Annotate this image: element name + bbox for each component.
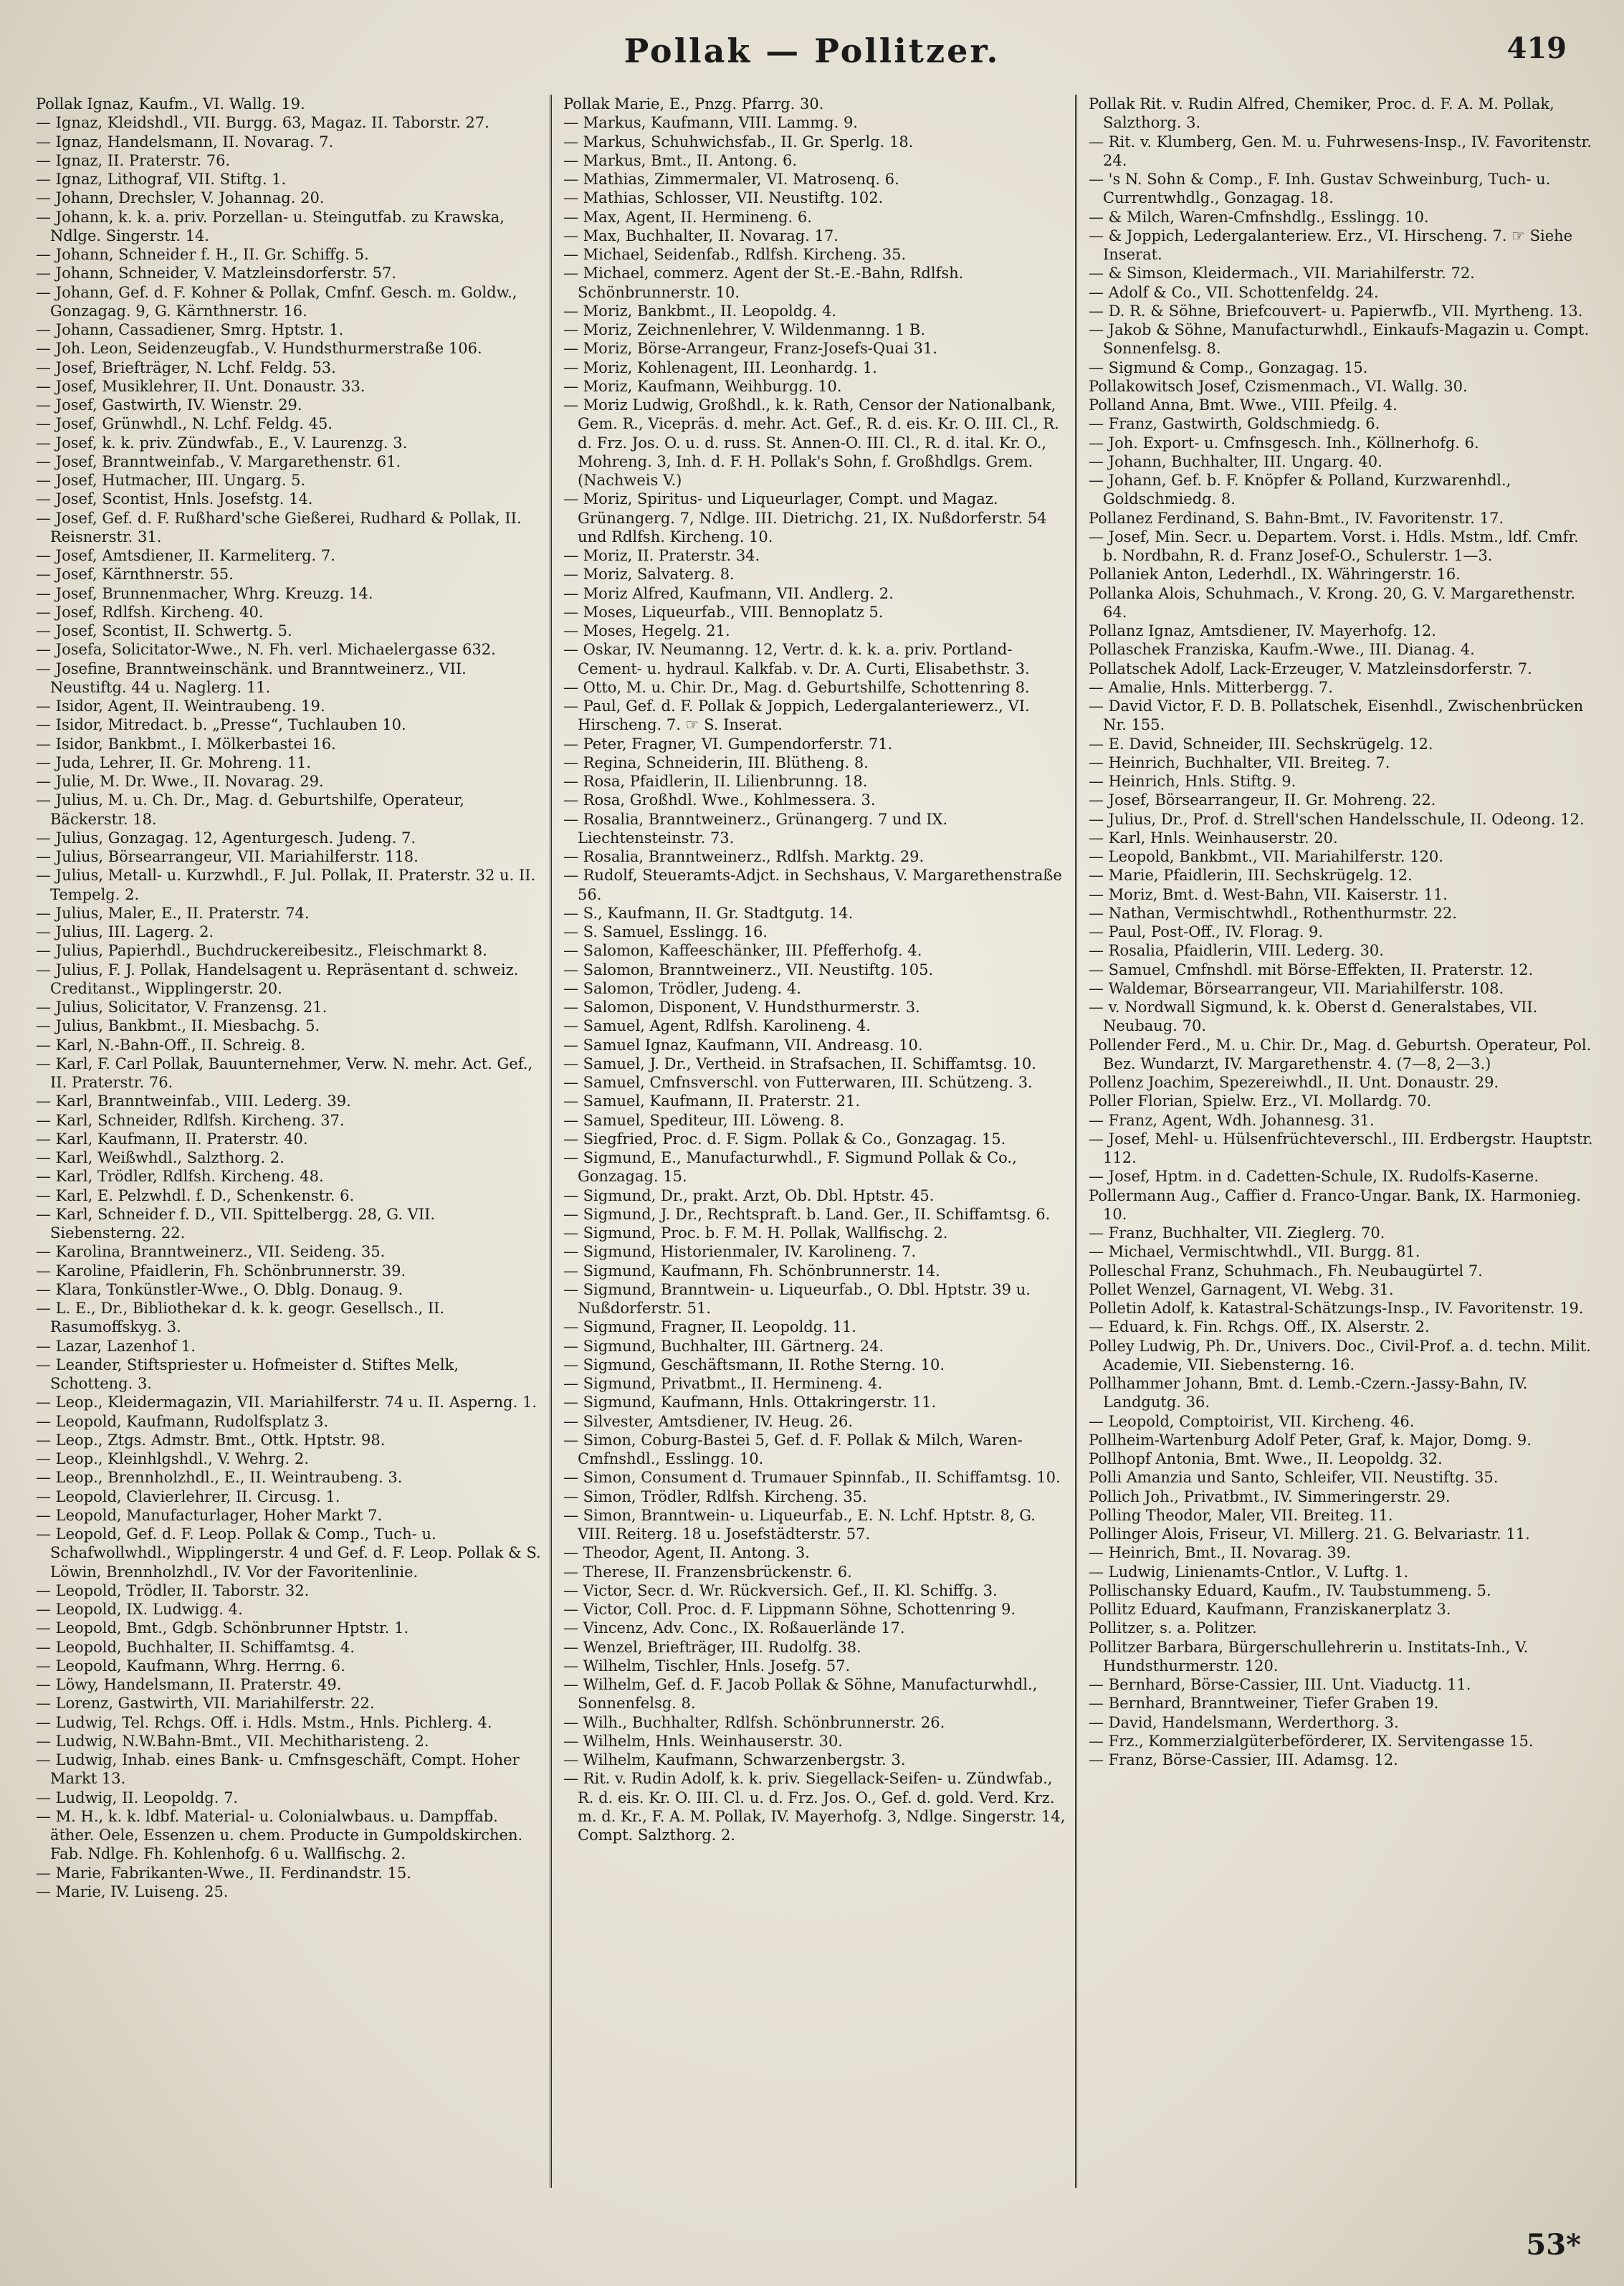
- directory-entry: — Juda, Lehrer, II. Gr. Mohreng. 11.: [36, 753, 312, 771]
- directory-entry: — Heinrich, Buchhalter, VII. Breiteg. 7.: [1089, 753, 1390, 771]
- directory-entry: — Julius, Metall- u. Kurzwhdl., F. Jul. Pollak, II. Praterstr. 32 u. II. Tempelg. 2.: [36, 867, 536, 903]
- directory-entry: — Josef, Musiklehrer, II. Unt. Donaustr. 33.: [36, 377, 366, 395]
- directory-entry: — Sigmund, Fragner, II. Leopoldg. 11.: [563, 1318, 856, 1336]
- directory-entry: — Oskar, IV. Neumanng. 12, Vertr. d. k. k. a. priv. Portland-Cement- u. hydraul. Kalkfab. v. Dr. A. Curti, Elisabethstr. 3.: [563, 641, 1030, 677]
- directory-entry: — Sigmund, J. Dr., Rechtspraft. b. Land. Ger., II. Schiffamtsg. 6.: [563, 1205, 1051, 1223]
- directory-entry: — Josef, Branntweinfab., V. Margarethenstr. 61.: [36, 452, 401, 470]
- directory-entry: Pollaniek Anton, Lederhdl., IX. Währingerstr. 16.: [1089, 566, 1461, 584]
- directory-entry: Pollitzer Barbara, Bürgerschullehrerin u. Institats-Inh., V. Hundsthurmerstr. 120.: [1089, 1638, 1529, 1675]
- directory-entry: — D. R. & Söhne, Briefcouvert- u. Papierwfb., VII. Myrtheng. 13.: [1089, 302, 1583, 320]
- directory-entry: — Moriz, Kohlenagent, III. Leonhardg. 1.: [563, 358, 877, 376]
- directory-entry: — Samuel, Kaufmann, II. Praterstr. 21.: [563, 1092, 861, 1110]
- directory-entry: — Josef, Briefträger, N. Lchf. Feldg. 53.: [36, 358, 336, 376]
- directory-entry: — Rudolf, Steueramts-Adjct. in Sechshaus, V. Margarethenstraße 56.: [563, 867, 1062, 903]
- directory-entry: — Isidor, Bankbmt., I. Mölkerbastei 16.: [36, 735, 336, 753]
- page-header: [43, 32, 1581, 82]
- directory-entry: — Regina, Schneiderin, III. Blütheng. 8.: [563, 753, 869, 771]
- directory-entry: — David Victor, F. D. B. Pollatschek, Eisenhdl., Zwischenbrücken Nr. 155.: [1089, 697, 1584, 734]
- directory-entry: — Julie, M. Dr. Wwe., II. Novarag. 29.: [36, 773, 324, 790]
- directory-entry: — Victor, Coll. Proc. d. F. Lippmann Söhne, Schottenring 9.: [563, 1601, 1016, 1618]
- directory-entry: — Wilhelm, Tischler, Hnls. Josefg. 57.: [563, 1657, 851, 1675]
- directory-entry: — Josef, Börsearrangeur, II. Gr. Mohreng. 22.: [1089, 791, 1436, 809]
- directory-entry: — Michael, Vermischtwhdl., VII. Burgg. 81.: [1089, 1243, 1420, 1261]
- directory-entry: — Moriz Alfred, Kaufmann, VII. Andlerg. 2.: [563, 584, 894, 602]
- directory-entry: — S., Kaufmann, II. Gr. Stadtgutg. 14.: [563, 904, 854, 922]
- directory-entry: — Leopold, Comptoirist, VII. Kircheng. 46.: [1089, 1412, 1415, 1430]
- directory-entry: — Moriz, Zeichnenlehrer, V. Wildenmanng. 1 B.: [563, 321, 926, 338]
- directory-entry: — Karl, Weißwhdl., Salzthorg. 2.: [36, 1149, 285, 1166]
- directory-entry: — Karolina, Branntweinerz., VII. Seideng. 35.: [36, 1243, 386, 1261]
- directory-entry: — Wilhelm, Kaufmann, Schwarzenbergstr. 3.: [563, 1751, 906, 1768]
- directory-entry: — Josef, Hptm. in d. Cadetten-Schule, IX. Rudolfs-Kaserne.: [1089, 1168, 1539, 1186]
- directory-entry: — Adolf & Co., VII. Schottenfeldg. 24.: [1089, 283, 1379, 301]
- directory-entry: — Bernhard, Branntweiner, Tiefer Graben 19.: [1089, 1695, 1439, 1713]
- directory-columns: [24, 95, 1601, 2188]
- directory-entry: — Sigmund, Kaufmann, Fh. Schönbrunnerstr. 14.: [563, 1262, 940, 1280]
- directory-entry: — Julius, Gonzagag. 12, Agenturgesch. Judeng. 7.: [36, 829, 416, 847]
- directory-entry: — Josef, k. k. priv. Zündwfab., E., V. Laurenzg. 3.: [36, 434, 408, 452]
- directory-entry: — Mathias, Schlosser, VII. Neustiftg. 102.: [563, 189, 884, 207]
- directory-entry: — & Simson, Kleidermach., VII. Mariahilferstr. 72.: [1089, 265, 1475, 282]
- directory-entry: — Heinrich, Bmt., II. Novarag. 39.: [1089, 1544, 1351, 1562]
- directory-entry: — Karl, Kaufmann, II. Praterstr. 40.: [36, 1130, 308, 1148]
- directory-entry: — Markus, Bmt., II. Antong. 6.: [563, 151, 797, 169]
- directory-entry: — Josef, Kärnthnerstr. 55.: [36, 566, 234, 584]
- directory-entry: — Josef, Gastwirth, IV. Wienstr. 29.: [36, 396, 302, 414]
- directory-entry: Polletin Adolf, k. Katastral-Schätzungs-Insp., IV. Favoritenstr. 19.: [1089, 1300, 1584, 1317]
- directory-entry: — Joh. Export- u. Cmfnsgesch. Inh., Köllnerhofg. 6.: [1089, 434, 1479, 452]
- directory-entry: Pollanka Alois, Schuhmach., V. Krong. 20, G. V. Margarethenstr. 64.: [1089, 584, 1576, 621]
- directory-entry: — Johann, Buchhalter, III. Ungarg. 40.: [1089, 452, 1382, 470]
- directory-entry: Pollheim-Wartenburg Adolf Peter, Graf, k. Major, Domg. 9.: [1089, 1431, 1532, 1449]
- directory-entry: — Moriz, Bankbmt., II. Leopoldg. 4.: [563, 302, 837, 320]
- directory-entry: — Sigmund, Geschäftsmann, II. Rothe Sterng. 10.: [563, 1356, 945, 1373]
- page-number: 419: [1506, 32, 1567, 65]
- directory-entry: — Julius, Dr., Prof. d. Strell'schen Handelsschule, II. Odeong. 12.: [1089, 810, 1585, 828]
- directory-entry: Pollatschek Adolf, Lack-Erzeuger, V. Matzleinsdorferstr. 7.: [1089, 659, 1532, 677]
- directory-entry: — Franz, Gastwirth, Goldschmiedg. 6.: [1089, 415, 1380, 433]
- directory-entry: — Leopold, Gef. d. F. Leop. Pollak & Comp., Tuch- u. Schafwollwhdl., Wipplingerstr. 4 und Gef. d. F. Leop. Pollak & S. Löwin, Brennholzhdl., IV. Vor der Favoritenlinie.: [36, 1525, 541, 1581]
- directory-entry: — Ignaz, Lithograf, VII. Stiftg. 1.: [36, 171, 287, 188]
- directory-entry: — Josef, Gef. d. F. Rußhard'sche Gießerei, Rudhard & Pollak, II. Reisnerstr. 31.: [36, 509, 522, 546]
- directory-entry: — Josef, Scontist, Hnls. Josefstg. 14.: [36, 490, 313, 508]
- directory-entry: — Therese, II. Franzensbrückenstr. 6.: [563, 1563, 852, 1581]
- directory-entry: — Ludwig, N.W.Bahn-Bmt., VII. Mechitharisteng. 2.: [36, 1732, 429, 1750]
- directory-entry: — Peter, Fragner, VI. Gumpendorferstr. 71.: [563, 735, 893, 753]
- directory-entry: — Leopold, Kaufmann, Rudolfsplatz 3.: [36, 1412, 329, 1430]
- directory-entry: — Leopold, Manufacturlager, Hoher Markt 7.: [36, 1506, 383, 1524]
- directory-entry: — Amalie, Hnls. Mitterbergg. 7.: [1089, 678, 1333, 696]
- directory-entry: — Leopold, Trödler, II. Taborstr. 32.: [36, 1581, 310, 1599]
- directory-entry: — Salomon, Kaffeeschänker, III. Pfefferhofg. 4.: [563, 942, 922, 960]
- directory-entry: — Wenzel, Briefträger, III. Rudolfg. 38.: [563, 1638, 861, 1656]
- directory-entry: — Rosa, Pfaidlerin, II. Lilienbrunng. 18.: [563, 773, 868, 790]
- column-left: [24, 95, 550, 2188]
- directory-entry: — Nathan, Vermischtwhdl., Rothenthurmstr. 22.: [1089, 904, 1457, 922]
- directory-entry: Pollender Ferd., M. u. Chir. Dr., Mag. d. Geburtsh. Operateur, Pol. Bez. Wundarzt, IV. Margarethenstr. 4. (7—8, 2—3.): [1089, 1036, 1592, 1072]
- directory-entry: — Leopold, IX. Ludwigg. 4.: [36, 1601, 243, 1618]
- directory-entry: — Karl, F. Carl Pollak, Bauunternehmer, Verw. N. mehr. Act. Gef., II. Praterstr. 76.: [36, 1054, 533, 1091]
- directory-entry: — Moriz Ludwig, Großhdl., k. k. Rath, Censor der Nationalbank, Gem. R., Vicepräs. d. mehr. Act. Gef., R. d. eis. Kr. O. III. Cl., R. d. Frz. Jos. O. u. d. russ. St. Annen-O. III. Cl., R. d. ital. Kr. O., Mohreng. 3, Inh. d. F. H. Pollak's Sohn, f. Großhdlgs. Grem. (Nachweis V.): [563, 396, 1059, 489]
- directory-entry: — Samuel, Agent, Rdlfsh. Karolineng. 4.: [563, 1017, 871, 1035]
- directory-entry: — Josefine, Branntweinschänk. und Branntweinerz., VII. Neustiftg. 44 u. Naglerg. 11.: [36, 659, 467, 696]
- directory-entry: Pollak Rit. v. Rudin Alfred, Chemiker, Proc. d. F. A. M. Pollak, Salzthorg. 3.: [1089, 95, 1554, 132]
- directory-entry: — S. Samuel, Esslingg. 16.: [563, 923, 768, 940]
- directory-entry: — Samuel, Cmfnsverschl. von Futterwaren, III. Schützeng. 3.: [563, 1074, 1033, 1091]
- directory-entry: — Leop., Kleidermagazin, VII. Mariahilferstr. 74 u. II. Asperng. 1.: [36, 1394, 537, 1411]
- directory-entry: — Max, Buchhalter, II. Novarag. 17.: [563, 227, 839, 244]
- directory-entry: — Josef, Brunnenmacher, Whrg. Kreuzg. 14.: [36, 584, 373, 602]
- directory-entry: Pollich Joh., Privatbmt., IV. Simmeringerstr. 29.: [1089, 1487, 1451, 1505]
- directory-entry: — Josef, Amtsdiener, II. Karmeliterg. 7.: [36, 547, 335, 564]
- directory-entry: — Moriz, Börse-Arrangeur, Franz-Josefs-Quai 31.: [563, 340, 937, 358]
- directory-entry: — Rosalia, Pfaidlerin, VIII. Lederg. 30.: [1089, 942, 1384, 960]
- directory-entry: — Sigmund, Branntwein- u. Liqueurfab., O. Dbl. Hptstr. 39 u. Nußdorferstr. 51.: [563, 1280, 1031, 1317]
- directory-entry: — Moriz, Spiritus- und Liqueurlager, Compt. und Magaz. Grünangerg. 7, Ndlge. III. Dietrichg. 21, IX. Nußdorferstr. 54 und Rdlfsh. Kircheng. 10.: [563, 490, 1047, 546]
- directory-entry: — v. Nordwall Sigmund, k. k. Oberst d. Generalstabes, VII. Neubaug. 70.: [1089, 999, 1538, 1035]
- directory-entry: — Leopold, Bankbmt., VII. Mariahilferstr. 120.: [1089, 848, 1443, 865]
- directory-entry: — Paul, Post-Off., IV. Florag. 9.: [1089, 923, 1324, 940]
- directory-entry: — Simon, Consument d. Trumauer Spinnfab., II. Schiffamtsg. 10.: [563, 1469, 1061, 1487]
- directory-entry: — Joh. Leon, Seidenzeugfab., V. Hundsthurmerstraße 106.: [36, 340, 482, 358]
- directory-entry: — Samuel, J. Dr., Vertheid. in Strafsachen, II. Schiffamtsg. 10.: [563, 1054, 1036, 1072]
- directory-entry: — M. H., k. k. ldbf. Material- u. Colonialwbaus. u. Dampffab. äther. Oele, Essenzen u. chem. Producte in Gumpoldskirchen. Fab. Ndlge. Fh. Kohlenhofg. 6 u. Wallfischg. 2.: [36, 1807, 523, 1863]
- directory-entry: Pollischansky Eduard, Kaufm., IV. Taubstummeng. 5.: [1089, 1581, 1491, 1599]
- directory-entry: — Salomon, Branntweinerz., VII. Neustiftg. 105.: [563, 961, 934, 978]
- directory-entry: — Wilh., Buchhalter, Rdlfsh. Schönbrunnerstr. 26.: [563, 1713, 945, 1731]
- directory-entry: — Karl, Hnls. Weinhauserstr. 20.: [1089, 829, 1338, 847]
- directory-entry: Pollitz Eduard, Kaufmann, Franziskanerplatz 3.: [1089, 1601, 1451, 1618]
- directory-entry: Pollanez Ferdinand, S. Bahn-Bmt., IV. Favoritenstr. 17.: [1089, 509, 1504, 527]
- directory-entry: Pollakowitsch Josef, Czismenmach., VI. Wallg. 30.: [1089, 377, 1468, 395]
- directory-entry: — Wilhelm, Hnls. Weinhauserstr. 30.: [563, 1732, 843, 1750]
- directory-entry: Pollenz Joachim, Spezereiwhdl., II. Unt. Donaustr. 29.: [1089, 1074, 1499, 1091]
- directory-entry: — Johann, Schneider, V. Matzleinsdorferstr. 57.: [36, 265, 397, 282]
- directory-entry: — Isidor, Agent, II. Weintraubeng. 19.: [36, 697, 325, 715]
- directory-entry: — Leander, Stiftspriester u. Hofmeister d. Stiftes Melk, Schotteng. 3.: [36, 1356, 459, 1392]
- directory-entry: — Marie, IV. Luiseng. 25.: [36, 1882, 229, 1900]
- directory-entry: — Moses, Hegelg. 21.: [563, 622, 730, 639]
- directory-entry: — Ignaz, II. Praterstr. 76.: [36, 151, 231, 169]
- directory-entry: — Marie, Fabrikanten-Wwe., II. Ferdinandstr. 15.: [36, 1864, 411, 1882]
- directory-entry: — Sigmund, Proc. b. F. M. H. Pollak, Wallfischg. 2.: [563, 1224, 948, 1242]
- directory-entry: — Julius, Solicitator, V. Franzensg. 21.: [36, 999, 328, 1016]
- directory-entry: — Johann, Gef. b. F. Knöpfer & Polland, Kurzwarenhdl., Goldschmiedg. 8.: [1089, 472, 1511, 508]
- directory-entry: — Mathias, Zimmermaler, VI. Matrosenq. 6.: [563, 171, 899, 188]
- directory-entry: — Vincenz, Adv. Conc., IX. Roßauerlände 17.: [563, 1619, 905, 1637]
- directory-entry: — Karoline, Pfaidlerin, Fh. Schönbrunnerstr. 39.: [36, 1262, 406, 1280]
- directory-entry: — Ludwig, Inhab. eines Bank- u. Cmfnsgeschäft, Compt. Hoher Markt 13.: [36, 1751, 520, 1788]
- directory-entry: Pollhammer Johann, Bmt. d. Lemb.-Czern.-Jassy-Bahn, IV. Landgutg. 36.: [1089, 1375, 1528, 1411]
- directory-entry: — Johann, Gef. d. F. Kohner & Pollak, Cmfnf. Gesch. m. Goldw., Gonzagag. 9, G. Kärnthnerstr. 16.: [36, 283, 517, 320]
- directory-entry: — Karl, Schneider, Rdlfsh. Kircheng. 37.: [36, 1111, 345, 1129]
- directory-entry: Pollak Ignaz, Kaufm., VI. Wallg. 19.: [36, 95, 305, 113]
- directory-entry: — Josef, Grünwhdl., N. Lchf. Feldg. 45.: [36, 415, 333, 433]
- directory-entry: — Wilhelm, Gef. d. F. Jacob Pollak & Söhne, Manufacturwhdl., Sonnenfelsg. 8.: [563, 1676, 1038, 1713]
- directory-entry: — Leop., Kleinhlgshdl., V. Wehrg. 2.: [36, 1450, 309, 1467]
- directory-entry: — Leopold, Bmt., Gdgb. Schönbrunner Hptstr. 1.: [36, 1619, 409, 1637]
- directory-entry: — Leopold, Clavierlehrer, II. Circusg. 1.: [36, 1487, 340, 1505]
- directory-entry: — Simon, Coburg-Bastei 5, Gef. d. F. Pollak & Milch, Waren-Cmfnshdl., Esslingg. 10.: [563, 1431, 1023, 1467]
- directory-entry: — Rosa, Großhdl. Wwe., Kohlmessera. 3.: [563, 791, 876, 809]
- directory-entry: — Sigmund, Historienmaler, IV. Karolineng. 7.: [563, 1243, 917, 1261]
- directory-entry: — Johann, Schneider f. H., II. Gr. Schiffg. 5.: [36, 246, 369, 263]
- directory-entry: — Julius, Papierhdl., Buchdruckereibesitz., Fleischmarkt 8.: [36, 942, 487, 960]
- directory-entry: Polland Anna, Bmt. Wwe., VIII. Pfeilg. 4.: [1089, 396, 1398, 414]
- directory-entry: — Rosalia, Branntweinerz., Grünangerg. 7 und IX. Liechtensteinstr. 73.: [563, 810, 948, 847]
- directory-entry: — Franz, Buchhalter, VII. Zieglerg. 70.: [1089, 1224, 1385, 1242]
- directory-entry: Pollaschek Franziska, Kaufm.-Wwe., III. Dianag. 4.: [1089, 641, 1475, 659]
- directory-entry: — Franz, Agent, Wdh. Johannesg. 31.: [1089, 1111, 1375, 1129]
- directory-entry: — Jakob & Söhne, Manufacturwhdl., Einkaufs-Magazin u. Compt. Sonnenfelsg. 8.: [1089, 321, 1590, 358]
- directory-entry: — Simon, Trödler, Rdlfsh. Kircheng. 35.: [563, 1487, 867, 1505]
- directory-entry: — Salomon, Disponent, V. Hundsthurmerstr. 3.: [563, 999, 920, 1016]
- directory-entry: — Ignaz, Kleidshdl., VII. Burgg. 63, Magaz. II. Taborstr. 27.: [36, 114, 489, 132]
- directory-entry: — Moses, Liqueurfab., VIII. Bennoplatz 5.: [563, 603, 884, 621]
- directory-entry: — Salomon, Trödler, Judeng. 4.: [563, 979, 801, 997]
- directory-entry: — Samuel Ignaz, Kaufmann, VII. Andreasg. 10.: [563, 1036, 923, 1054]
- directory-entry: — Josef, Mehl- u. Hülsenfrüchteverschl., III. Erdbergstr. Hauptstr. 112.: [1089, 1130, 1593, 1166]
- directory-entry: — Sigmund, Kaufmann, Hnls. Ottakringerstr. 11.: [563, 1394, 937, 1411]
- directory-entry: — Leop., Brennholzhdl., E., II. Weintraubeng. 3.: [36, 1469, 403, 1487]
- directory-entry: — Ludwig, Linienamts-Cntlor., V. Luftg. 1.: [1089, 1563, 1409, 1581]
- directory-entry: — Rosalia, Branntweinerz., Rdlfsh. Marktg. 29.: [563, 848, 925, 865]
- directory-entry: — Rit. v. Klumberg, Gen. M. u. Fuhrwesens-Insp., IV. Favoritenstr. 24.: [1089, 133, 1592, 169]
- directory-entry: — Johann, Drechsler, V. Johannag. 20.: [36, 189, 325, 207]
- directory-entry: — Lorenz, Gastwirth, VII. Mariahilferstr. 22.: [36, 1695, 375, 1713]
- directory-entry: — Victor, Secr. d. Wr. Rückversich. Gef., II. Kl. Schiffg. 3.: [563, 1581, 998, 1599]
- directory-entry: Pollermann Aug., Caffier d. Franco-Ungar. Bank, IX. Harmonieg. 10.: [1089, 1186, 1582, 1223]
- directory-entry: — & Joppich, Ledergalanteriew. Erz., VI. Hirscheng. 7. ☞ Siehe Inserat.: [1089, 227, 1573, 263]
- directory-entry: — Moriz, Salvaterg. 8.: [563, 566, 735, 584]
- directory-entry: — Josefa, Solicitator-Wwe., N. Fh. verl. Michaelergasse 632.: [36, 641, 496, 659]
- directory-entry: — Johann, Cassadiener, Smrg. Hptstr. 1.: [36, 321, 344, 338]
- directory-entry: — Michael, commerz. Agent der St.-E.-Bahn, Rdlfsh. Schönbrunnerstr. 10.: [563, 265, 964, 301]
- directory-entry: — Moriz, Kaufmann, Weihburgg. 10.: [563, 377, 842, 395]
- directory-entry: — Moriz, Bmt. d. West-Bahn, VII. Kaiserstr. 11.: [1089, 885, 1448, 903]
- directory-entry: — Julius, Maler, E., II. Praterstr. 74.: [36, 904, 310, 922]
- directory-entry: — Waldemar, Börsearrangeur, VII. Mariahilferstr. 108.: [1089, 979, 1504, 997]
- directory-entry: — Samuel, Spediteur, III. Löweng. 8.: [563, 1111, 844, 1129]
- directory-entry: — Karl, Trödler, Rdlfsh. Kircheng. 48.: [36, 1168, 324, 1186]
- directory-entry: — David, Handelsmann, Werderthorg. 3.: [1089, 1713, 1399, 1731]
- directory-entry: — Leop., Ztgs. Admstr. Bmt., Ottk. Hptstr. 98.: [36, 1431, 386, 1449]
- signature-mark: 53*: [1526, 2228, 1581, 2262]
- directory-entry: — Sigmund, E., Manufacturwhdl., F. Sigmund Pollak & Co., Gonzagag. 15.: [563, 1149, 1017, 1186]
- directory-entry: — Ignaz, Handelsmann, II. Novarag. 7.: [36, 133, 334, 151]
- directory-entry: — Silvester, Amtsdiener, IV. Heug. 26.: [563, 1412, 854, 1430]
- directory-entry: — Paul, Gef. d. F. Pollak & Joppich, Ledergalanteriewerz., VI. Hirscheng. 7. ☞ S. Inserat.: [563, 697, 1030, 734]
- directory-entry: Pollanz Ignaz, Amtsdiener, IV. Mayerhofg. 12.: [1089, 622, 1436, 639]
- directory-entry: — Michael, Seidenfab., Rdlfsh. Kircheng. 35.: [563, 246, 907, 263]
- directory-entry: — Karl, E. Pelzwhdl. f. D., Schenkenstr. 6.: [36, 1186, 355, 1204]
- directory-entry: — Julius, Bankbmt., II. Miesbachg. 5.: [36, 1017, 320, 1035]
- directory-entry: Poller Florian, Spielw. Erz., VI. Mollardg. 70.: [1089, 1092, 1432, 1110]
- directory-entry: — Theodor, Agent, II. Antong. 3.: [563, 1544, 810, 1562]
- directory-entry: — Markus, Schuhwichsfab., II. Gr. Sperlg. 18.: [563, 133, 914, 151]
- directory-entry: — Bernhard, Börse-Cassier, III. Unt. Viaductg. 11.: [1089, 1676, 1471, 1693]
- directory-entry: — Isidor, Mitredact. b. „Presse“, Tuchlauben 10.: [36, 716, 406, 734]
- directory-entry: Pollhopf Antonia, Bmt. Wwe., II. Leopoldg. 32.: [1089, 1450, 1443, 1467]
- directory-entry: Pollak Marie, E., Pnzg. Pfarrg. 30.: [563, 95, 824, 113]
- directory-entry: — Moriz, II. Praterstr. 34.: [563, 547, 760, 564]
- directory-entry: Pollinger Alois, Friseur, VI. Millerg. 21. G. Belvariastr. 11.: [1089, 1525, 1530, 1543]
- directory-entry: — Heinrich, Hnls. Stiftg. 9.: [1089, 773, 1296, 790]
- directory-entry: Polling Theodor, Maler, VII. Breiteg. 11.: [1089, 1506, 1393, 1524]
- directory-entry: Polleschal Franz, Schuhmach., Fh. Neubaugürtel 7.: [1089, 1262, 1483, 1280]
- directory-entry: — Julius, M. u. Ch. Dr., Mag. d. Geburtshilfe, Operateur, Bäckerstr. 18.: [36, 791, 464, 828]
- directory-entry: — Marie, Pfaidlerin, III. Sechskrügelg. 12.: [1089, 867, 1413, 885]
- directory-entry: — Karl, Branntweinfab., VIII. Lederg. 39.: [36, 1092, 351, 1110]
- directory-entry: — Josef, Rdlfsh. Kircheng. 40.: [36, 603, 264, 621]
- directory-entry: — Frz., Kommerzialgüterbeförderer, IX. Servitengasse 15.: [1089, 1732, 1534, 1750]
- directory-entry: — Leopold, Kaufmann, Whrg. Herrng. 6.: [36, 1657, 345, 1675]
- directory-entry: — Rit. v. Rudin Adolf, k. k. priv. Siegellack-Seifen- u. Zündwfab., R. d. eis. Kr. O. III. Cl. u. d. Frz. Jos. O., Gef. d. gold. Verd. Krz. m. d. Kr., F. A. M. Pollak, IV. Mayerhofg. 3, Ndlge. Singerstr. 14, Compt. Salzthorg. 2.: [563, 1770, 1066, 1844]
- directory-entry: — Sigmund, Privatbmt., II. Hermineng. 4.: [563, 1375, 883, 1392]
- directory-entry: — Sigmund, Buchhalter, III. Gärtnerg. 24.: [563, 1337, 884, 1355]
- directory-entry: — Samuel, Cmfnshdl. mit Börse-Effekten, II. Praterstr. 12.: [1089, 961, 1534, 978]
- directory-entry: — Otto, M. u. Chir. Dr., Mag. d. Geburtshilfe, Schottenring 8.: [563, 678, 1030, 696]
- directory-entry: — Leopold, Buchhalter, II. Schiffamtsg. 4.: [36, 1638, 355, 1656]
- directory-entry: Polley Ludwig, Ph. Dr., Univers. Doc., Civil-Prof. a. d. techn. Milit. Academie, VII. Siebensterng. 16.: [1089, 1337, 1591, 1373]
- directory-entry: — 's N. Sohn & Comp., F. Inh. Gustav Schweinburg, Tuch- u. Currentwhdlg., Gonzagag. 18.: [1089, 171, 1551, 207]
- directory-entry: — Julius, Börsearrangeur, VII. Mariahilferstr. 118.: [36, 848, 419, 865]
- column-right: [1075, 95, 1600, 2188]
- directory-entry: — E. David, Schneider, III. Sechskrügelg. 12.: [1089, 735, 1433, 753]
- directory-entry: — Markus, Kaufmann, VIII. Lammg. 9.: [563, 114, 858, 132]
- directory-entry: — Löwy, Handelsmann, II. Praterstr. 49.: [36, 1676, 342, 1693]
- directory-entry: — Lazar, Lazenhof 1.: [36, 1337, 196, 1355]
- column-middle: [550, 95, 1075, 2188]
- directory-entry: — Sigmund & Comp., Gonzagag. 15.: [1089, 358, 1368, 376]
- directory-entry: — Ludwig, Tel. Rchgs. Off. i. Hdls. Mstm., Hnls. Pichlerg. 4.: [36, 1713, 492, 1731]
- directory-entry: — Sigmund, Dr., prakt. Arzt, Ob. Dbl. Hptstr. 45.: [563, 1186, 935, 1204]
- directory-entry: — & Milch, Waren-Cmfnshdlg., Esslingg. 10.: [1089, 208, 1429, 226]
- directory-entry: — Karl, Schneider f. D., VII. Spittelbergg. 28, G. VII. Siebensterng. 22.: [36, 1205, 436, 1242]
- directory-entry: — Eduard, k. Fin. Rchgs. Off., IX. Alserstr. 2.: [1089, 1318, 1430, 1336]
- directory-entry: — Siegfried, Proc. d. F. Sigm. Pollak & Co., Gonzagag. 15.: [563, 1130, 1006, 1148]
- directory-entry: Pollitzer, s. a. Politzer.: [1089, 1619, 1257, 1637]
- directory-entry: — Josef, Min. Secr. u. Departem. Vorst. i. Hdls. Mstm., ldf. Cmfr. b. Nordbahn, R. d. Franz Josef-O., Schulerstr. 1—3.: [1089, 528, 1579, 564]
- directory-entry: — Josef, Scontist, II. Schwertg. 5.: [36, 622, 292, 639]
- directory-entry: Pollet Wenzel, Garnagent, VI. Webg. 31.: [1089, 1280, 1394, 1298]
- page-title: Pollak — Pollitzer.: [624, 32, 1000, 70]
- directory-entry: — Johann, k. k. a. priv. Porzellan- u. Steingutfab. zu Krawska, Ndlge. Singerstr. 14.: [36, 208, 505, 244]
- directory-entry: — Max, Agent, II. Hermineng. 6.: [563, 208, 812, 226]
- directory-entry: — Julius, F. J. Pollak, Handelsagent u. Repräsentant d. schweiz. Creditanst., Wipplingerstr. 20.: [36, 961, 519, 997]
- directory-entry: — Josef, Hutmacher, III. Ungarg. 5.: [36, 472, 306, 489]
- directory-entry: — Karl, N.-Bahn-Off., II. Schreig. 8.: [36, 1036, 305, 1054]
- directory-entry: — L. E., Dr., Bibliothekar d. k. k. geogr. Gesellsch., II. Rasumoffskyg. 3.: [36, 1300, 445, 1336]
- directory-entry: Polli Amanzia und Santo, Schleifer, VII. Neustiftg. 35.: [1089, 1469, 1499, 1487]
- directory-entry: — Franz, Börse-Cassier, III. Adamsg. 12.: [1089, 1751, 1398, 1768]
- directory-entry: — Julius, III. Lagerg. 2.: [36, 923, 214, 940]
- directory-entry: — Klara, Tonkünstler-Wwe., O. Dblg. Donaug. 9.: [36, 1280, 403, 1298]
- directory-entry: — Simon, Branntwein- u. Liqueurfab., E. N. Lchf. Hptstr. 8, G. VIII. Reiterg. 18 u. Josefstädterstr. 57.: [563, 1506, 1036, 1543]
- directory-entry: — Ludwig, II. Leopoldg. 7.: [36, 1789, 239, 1806]
